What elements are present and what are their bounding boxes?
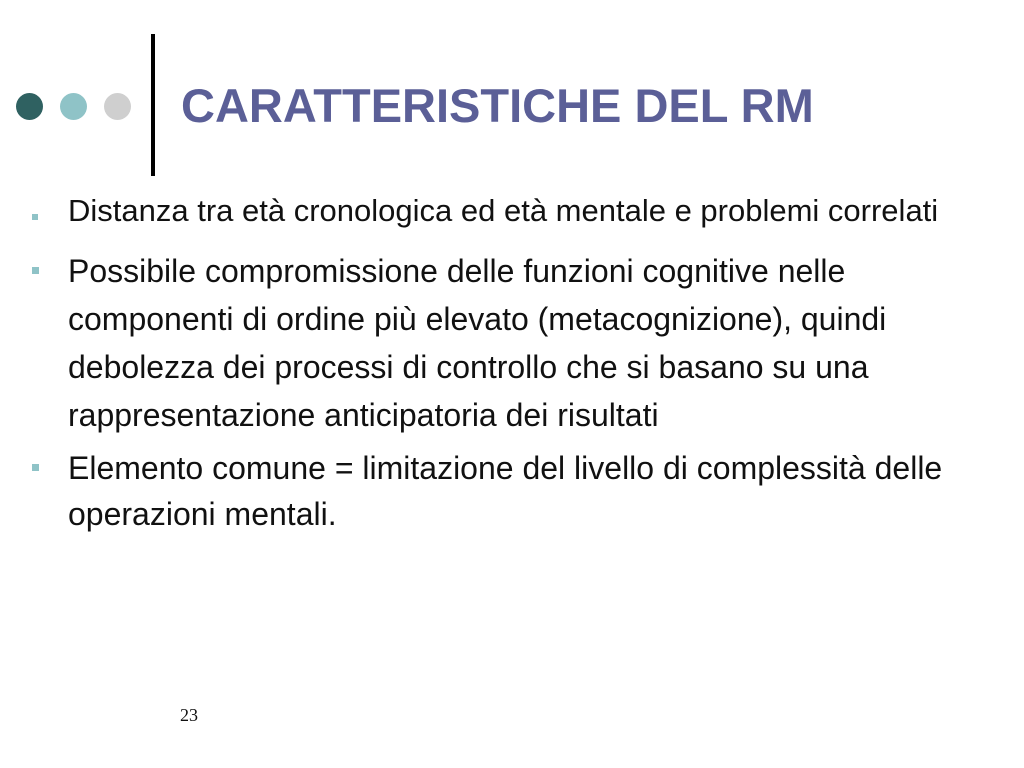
slide-number: 23 (180, 705, 198, 725)
square-bullet-icon (32, 267, 39, 274)
bullet-text: Distanza tra età cronologica ed età mentale e problemi correlati (68, 193, 939, 228)
title-divider-line (151, 34, 155, 176)
square-bullet-icon (32, 214, 38, 220)
bullet-text: Elemento comune = limitazione del livello di complessità delle operazioni mentali. (68, 450, 943, 532)
bullet-item (0, 247, 968, 439)
dark-teal-dot-icon (16, 93, 43, 120)
bullet-item (0, 445, 968, 537)
decorative-dots (16, 93, 136, 121)
square-bullet-icon (32, 464, 39, 471)
slide-title: CARATTERISTICHE DEL RM (181, 79, 814, 132)
bullet-text: Possibile compromissione delle funzioni cognitive nelle componenti di ordine più elevato (metacognizione), quindi debolezza dei processi di controllo che si basano su una rappresentazione anticipatoria dei risultati (68, 253, 887, 433)
bullet-list (0, 193, 1000, 537)
light-teal-dot-icon (60, 93, 87, 120)
gray-dot-icon (104, 93, 131, 120)
bullet-item (0, 193, 968, 229)
